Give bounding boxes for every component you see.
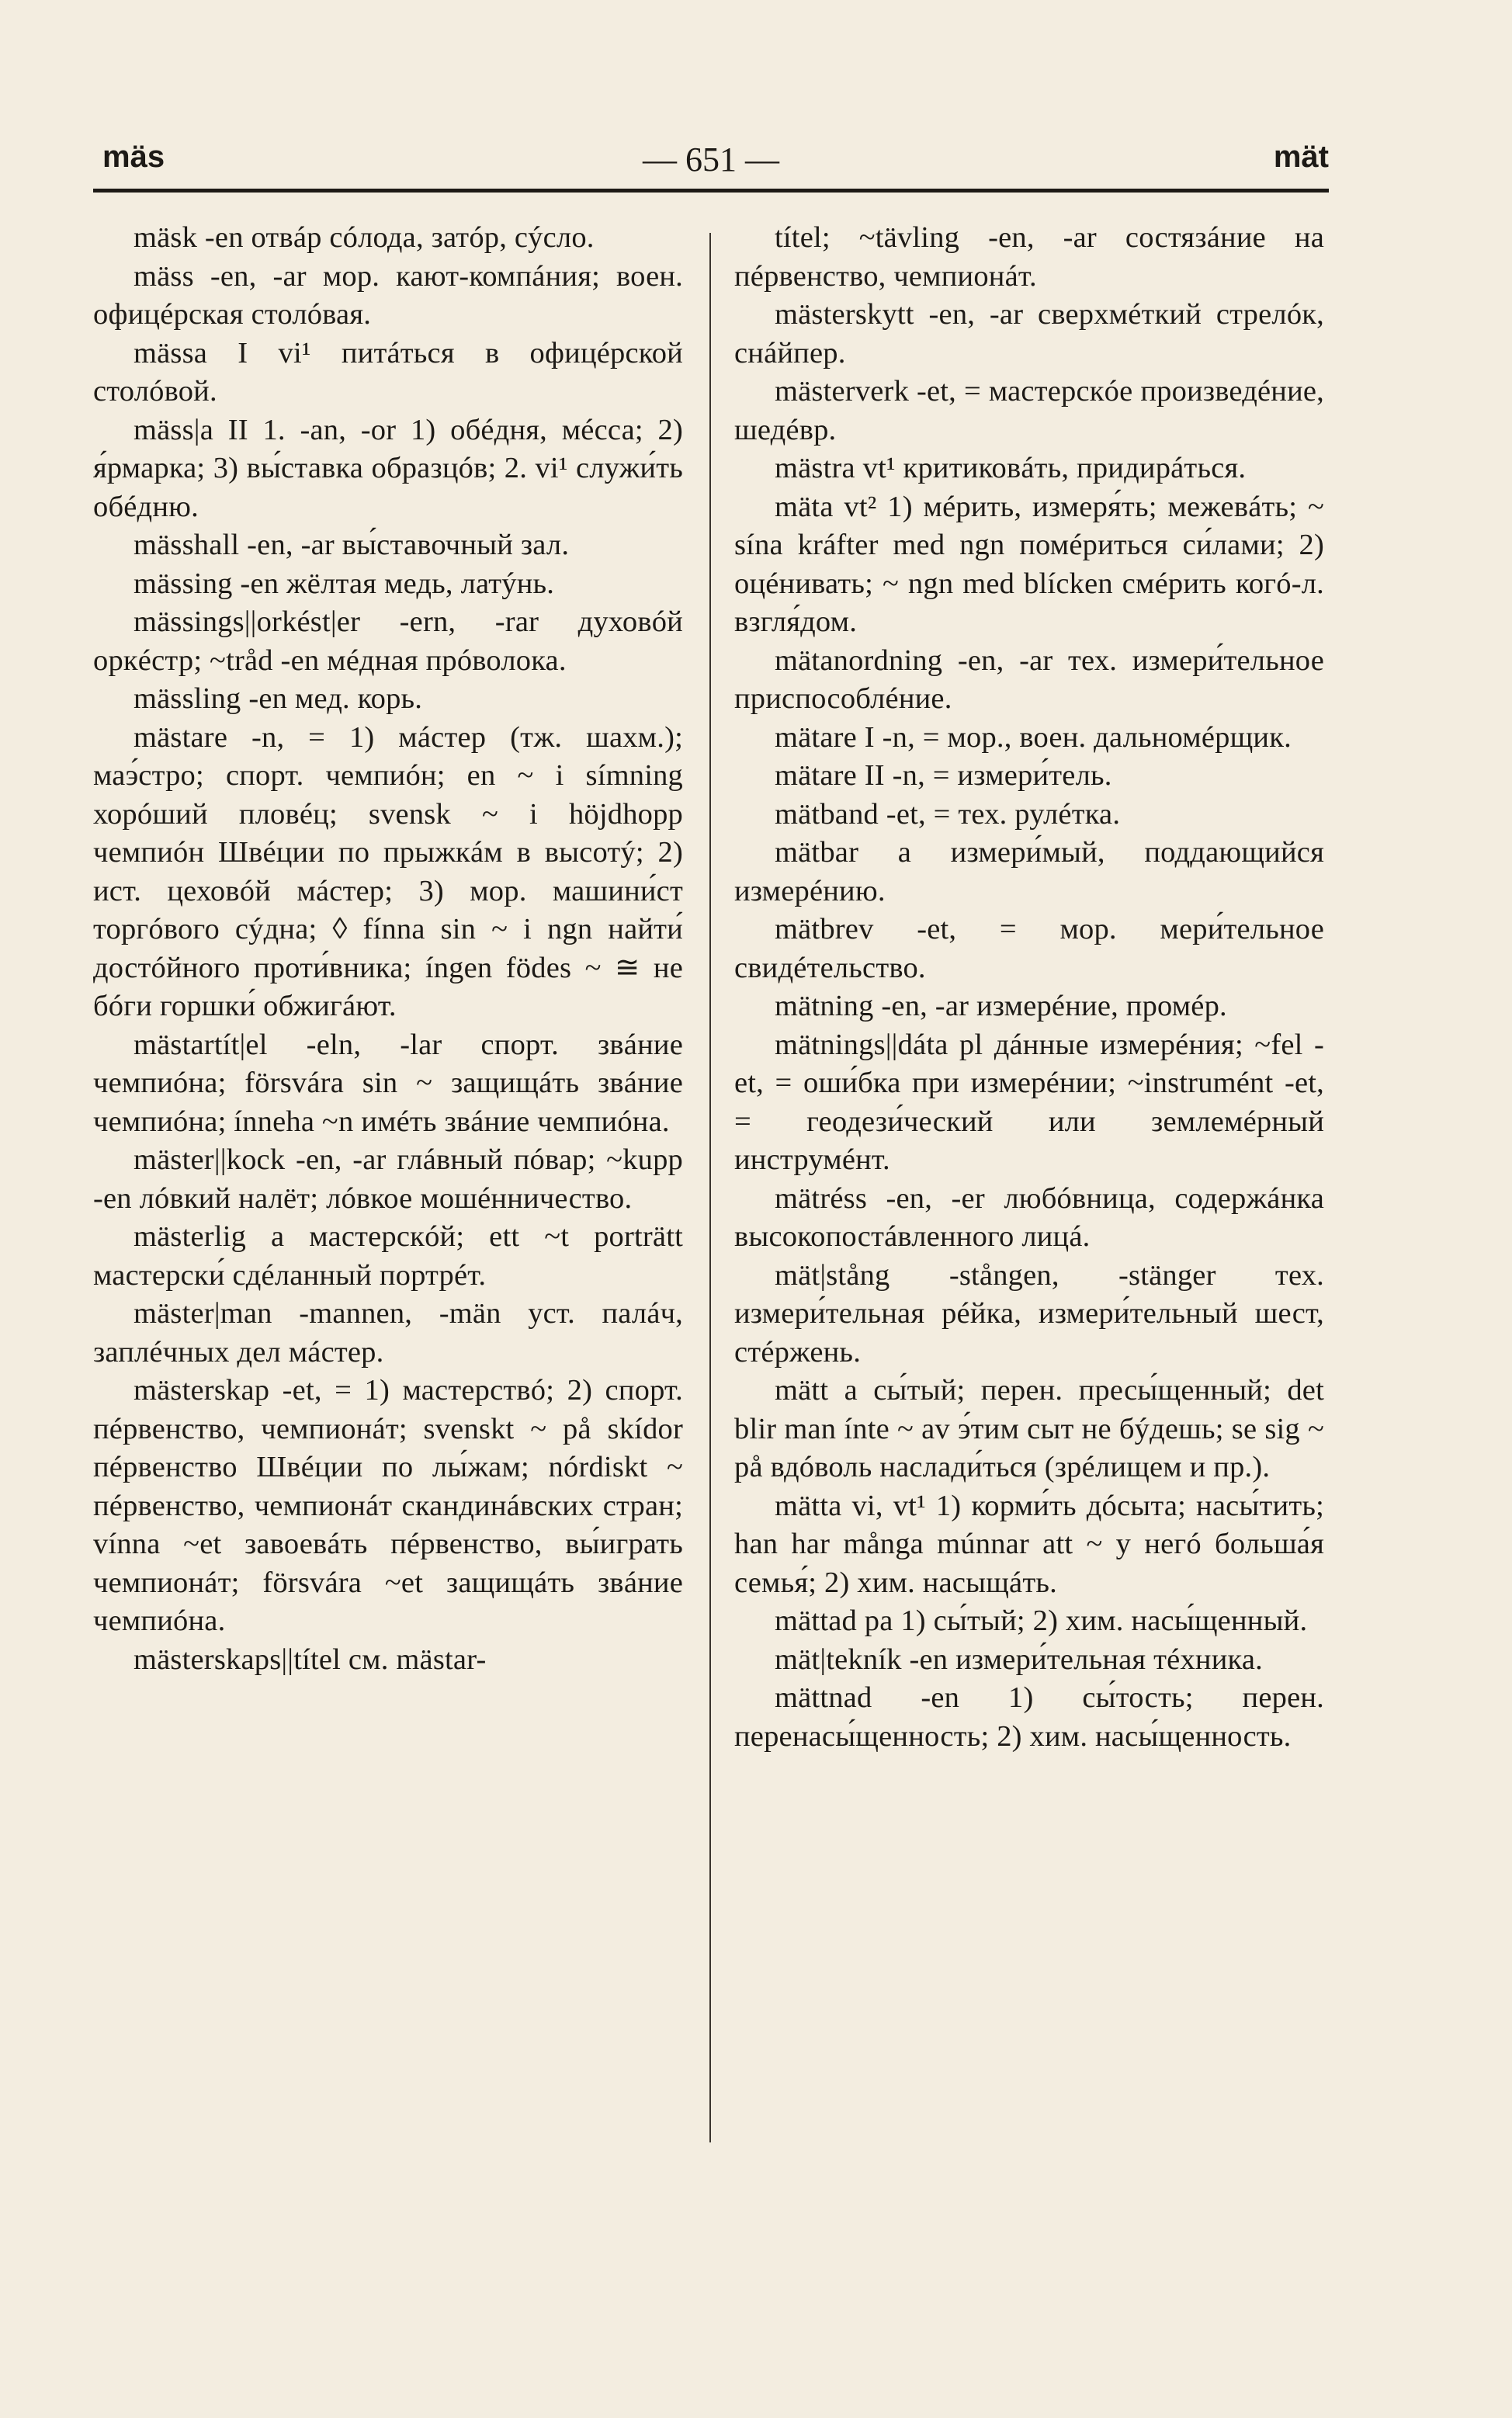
dictionary-entry: mässling -en мед. корь. (134, 682, 423, 715)
dictionary-entry: mätréss -en, -er любóвница, содержáнка высокопостáвленного лицá. (734, 1181, 1324, 1253)
left-column (93, 219, 683, 1679)
dictionary-entry: mässa I vi¹ питáться в офицéрской столóвой. (93, 336, 683, 408)
dictionary-entry: mättad pa 1) сы́тый; 2) хим. насы́щенный. (775, 1604, 1308, 1637)
dictionary-entry: mästare -n, = 1) мáстер (тж. шахм.); маэ́стро; спорт. чемпиóн; en ~ i símning хорóший пловéц; svensk ~ i höjdhopp чемпиóн Швéции по прыжкáм в высотý; 2) ист. цеховóй мáстер; 3) мор. машини́ст торгóвого сýдна; ◊ fínna sin ~ i ngn найти́ достóйного проти́вника; íngen födes ~ ≅ не бóги горшки́ обжигáют. (93, 720, 683, 1022)
dictionary-entry: mästerlig a мастерскóй; ett ~t porträtt мастерски́ сдéланный портрéт. (93, 1220, 683, 1292)
dictionary-entry: mäsk -en отвáр сóлода, затóр, сýсло. (134, 221, 595, 254)
dictionary-entry: mässing -en жёлтая медь, латýнь. (134, 567, 555, 600)
dictionary-entry: mässings||orkést|er -ern, -rar духовóй оркéстр; ~tråd -en мéдная прóволока. (93, 605, 683, 677)
dictionary-entry: mätare I -n, = мор., воен. дальномéрщик. (775, 720, 1292, 754)
dictionary-entry: mäta vt² 1) мéрить, измеря́ть; межевáть; ~ sína kráfter med ngn помéриться си́лами; 2) оцéнивать; ~ ngn med blícken смéрить когó-л. взгля́дом. (734, 490, 1324, 638)
dictionary-entry: mäss -en, -ar мор. кают-компáния; воен. офицéрская столóвая. (93, 259, 683, 331)
dictionary-entry: mätare II -n, = измери́тель. (775, 759, 1112, 792)
dictionary-entry: mäss|a II 1. -an, -or 1) обéдня, мéсса; 2) я́рмарка; 3) вы́ставка образцóв; 2. vi¹ служи́ть обéдню. (93, 413, 683, 523)
dictionary-entry: mäster||kock -en, -ar глáвный пóвар; ~kupp -en лóвкий налёт; лóвкое мошéнничество. (93, 1143, 683, 1215)
page-number: — 651 — (643, 141, 779, 179)
dictionary-entry: mät|stång -stången, -stänger тех. измери́тельная рéйка, измери́тельный шест, стéржень. (734, 1258, 1324, 1369)
dictionary-entry: mästerverk -et, = мастерскóе произведéние, шедéвр. (734, 375, 1324, 446)
dictionary-entry: mästra vt¹ критиковáть, придирáться. (775, 452, 1247, 484)
dictionary-entry: mätbrev -et, = мор. мери́тельное свидéтельство. (734, 913, 1324, 984)
header-last-word: mät (1273, 140, 1329, 174)
dictionary-entry: mästerskytt -en, -ar сверхмéткий стрелóк, снáйпер. (734, 298, 1324, 369)
dictionary-entry: mätta vi, vt¹ 1) корми́ть дóсыта; насы́тить; han har många múnnar att ~ у негó больша́я семья́; 2) хим. насыщáть. (734, 1489, 1324, 1599)
dictionary-entry: mätnings||dáta pl дáнные измерéния; ~fel -et, = оши́бка при измерéнии; ~instrumént -et, = геодези́ческий или землемéрный инструмéнт. (734, 1028, 1324, 1176)
dictionary-entry: mätt a сы́тый; перен. пресы́щенный; det blir man ínte ~ av э́тим сыт не бýдешь; se sig ~ på вдóволь наслади́ться (зрéлищем и пр.). (734, 1374, 1324, 1483)
dictionary-entry: mästartít|el -eln, -lar спорт. звáние чемпиóна; försvára sin ~ защищáть звáние чемпиóна; ínneha ~n имéть звáние чемпиóна. (93, 1028, 683, 1138)
dictionary-entry: mätning -en, -ar измерéние, промéр. (775, 990, 1227, 1022)
header-rule (93, 189, 1329, 193)
dictionary-entry: mättnad -en 1) сы́тость; перен. перенасы́щенность; 2) хим. насы́щенность. (734, 1681, 1324, 1753)
dictionary-entry: mät|tekník -en измери́тельная тéхника. (775, 1643, 1263, 1676)
header-first-word: mäs (102, 140, 165, 174)
dictionary-entry: mästerskaps||títel см. mästar- (134, 1643, 487, 1676)
dictionary-entry: mäster|man -mannen, -män уст. палáч, заплéчных дел мáстер. (93, 1297, 683, 1369)
right-column (734, 219, 1324, 1756)
dictionary-entry: títel; ~tävling -en, -ar состязáние на пéрвенство, чемпионáт. (734, 221, 1324, 293)
dictionary-entry: mätanordning -en, -ar тех. измери́тельное приспособлéние. (734, 644, 1324, 715)
dictionary-entry: mästerskap -et, = 1) мастерствó; 2) спорт. пéрвенство, чемпионáт; svenskt ~ på skídor пéрвенство Швéции по лы́жам; nórdiskt ~ пéрвенство, чемпионáт скандинáвских стран; vínna ~et завоевáть пéрвенство, вы́играть чемпионáт; försvára ~et защищáть звáние чемпиóна. (93, 1374, 683, 1637)
dictionary-entry: mätbar a измери́мый, поддающийся измерéнию. (734, 836, 1324, 907)
dictionary-entry: mässhall -en, -ar вы́ставочный зал. (134, 529, 570, 561)
dictionary-entry: mätband -et, = тех. рулéтка. (775, 797, 1121, 831)
column-divider (709, 233, 711, 2142)
running-header (93, 140, 1329, 186)
